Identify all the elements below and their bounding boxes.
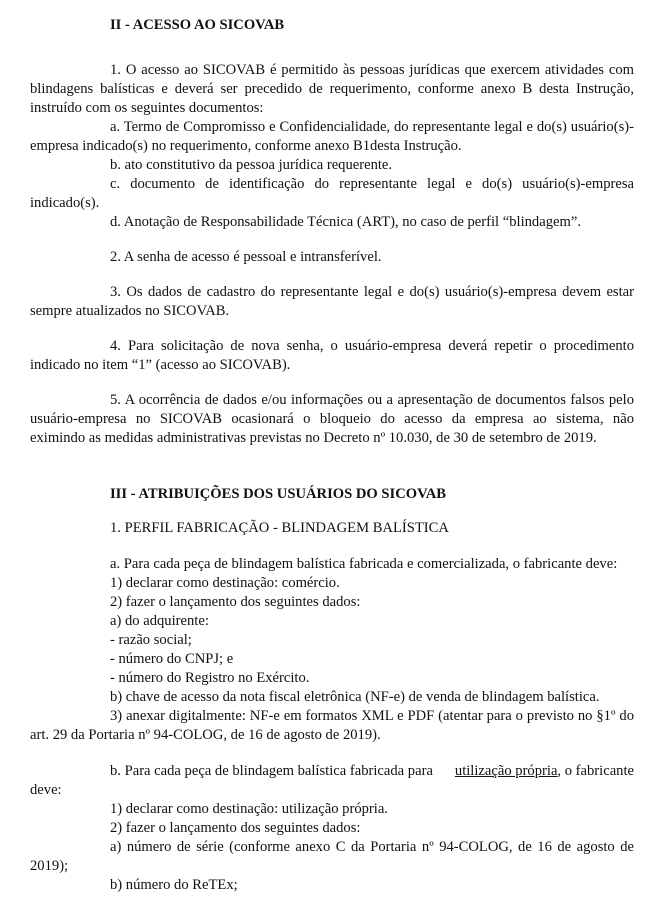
item-d: d. Anotação de Responsabilidade Técnica (ART), no caso de perfil “blindagem”. [110,214,581,230]
item-3a-2: 2) fazer o lançamento dos seguintes dados: [110,594,361,610]
item-3a-registro: - número do Registro no Exército. [110,670,310,686]
section-heading-acesso: II - ACESSO AO SICOVAB [110,17,285,33]
item-3a-3-line-2: art. 29 da Portaria nº 94-COLOG, de 16 de agosto de 2019). [30,727,381,743]
item-3b-2a-line-1: a) número de série (conforme anexo C da Portaria nº 94-COLOG, de 16 de agosto de [110,839,634,855]
item-3b-1: 1) declarar como destinação: utilização própria. [110,801,388,817]
paragraph-5-line-2: usuário-empresa no SICOVAB ocasionará o bloqueio do acesso da empresa ao sistema, não [30,411,634,427]
item-3b-2: 2) fazer o lançamento dos seguintes dados: [110,820,361,836]
item-3b-line-1 [110,762,634,781]
subsection-perfil-fabricacao: 1. PERFIL FABRICAÇÃO - BLINDAGEM BALÍSTICA [110,520,449,536]
item-3a-2b: b) chave de acesso da nota fiscal eletrônica (NF-e) de venda de blindagem balística. [110,689,600,705]
item-3a-2a: a) do adquirente: [110,613,209,629]
item-3b-text-2: , o fabricante [557,763,634,779]
item-c-line-2: indicado(s). [30,195,100,211]
item-3b-line-2: deve: [30,782,62,798]
item-3b-2a-line-2: 2019); [30,858,69,874]
item-3a-1: 1) declarar como destinação: comércio. [110,575,340,591]
item-3a-razao-social: - razão social; [110,632,192,648]
paragraph-5-line-3: eximindo as medidas administrativas previstas no Decreto nº 10.030, de 30 de setembro de 2019. [30,430,597,446]
paragraph-4-line-2: indicado no item “1” (acesso ao SICOVAB). [30,357,291,373]
underlined-utilizacao-propria: utilização própria [454,763,558,779]
item-a-line-1: a. Termo de Compromisso e Confidencialidade, do representante legal e do(s) usuário(s)- [110,119,634,135]
paragraph-3-line-1: 3. Os dados de cadastro do representante legal e do(s) usuário(s)-empresa devem estar [110,284,634,300]
item-3a-intro: a. Para cada peça de blindagem balística fabricada e comercializada, o fabricante deve: [110,556,618,572]
item-3b-text-1: b. Para cada peça de blindagem balística fabricada para [110,763,433,779]
paragraph-3-line-2: sempre atualizados no SICOVAB. [30,303,230,319]
paragraph-1-line-2: blindagens balísticas e deverá ser precedido de requerimento, conforme anexo B desta Instrução, [30,81,634,97]
item-3b-2b: b) número do ReTEx; [110,877,238,893]
paragraph-4-line-1: 4. Para solicitação de nova senha, o usuário-empresa deverá repetir o procedimento [110,338,634,354]
paragraph-1-line-1: 1. O acesso ao SICOVAB é permitido às pessoas jurídicas que exercem atividades com [110,62,634,78]
item-c-line-1: c. documento de identificação do representante legal e do(s) usuário(s)-empresa [110,176,634,192]
item-a-line-2: empresa indicado(s) no requerimento, conforme anexo B1desta Instrução. [30,138,462,154]
paragraph-2: 2. A senha de acesso é pessoal e intransferível. [110,249,382,265]
item-3a-3-line-1: 3) anexar digitalmente: NF-e em formatos XML e PDF (atentar para o previsto no §1º do [110,708,634,724]
item-3a-cnpj: - número do CNPJ; e [110,651,234,667]
section-heading-atribuicoes: III - ATRIBUIÇÕES DOS USUÁRIOS DO SICOVAB [110,486,447,502]
paragraph-5-line-1: 5. A ocorrência de dados e/ou informações ou a apresentação de documentos falsos pelo [110,392,634,408]
item-b: b. ato constitutivo da pessoa jurídica requerente. [110,157,393,173]
paragraph-1-line-3: instruído com os seguintes documentos: [30,100,264,116]
